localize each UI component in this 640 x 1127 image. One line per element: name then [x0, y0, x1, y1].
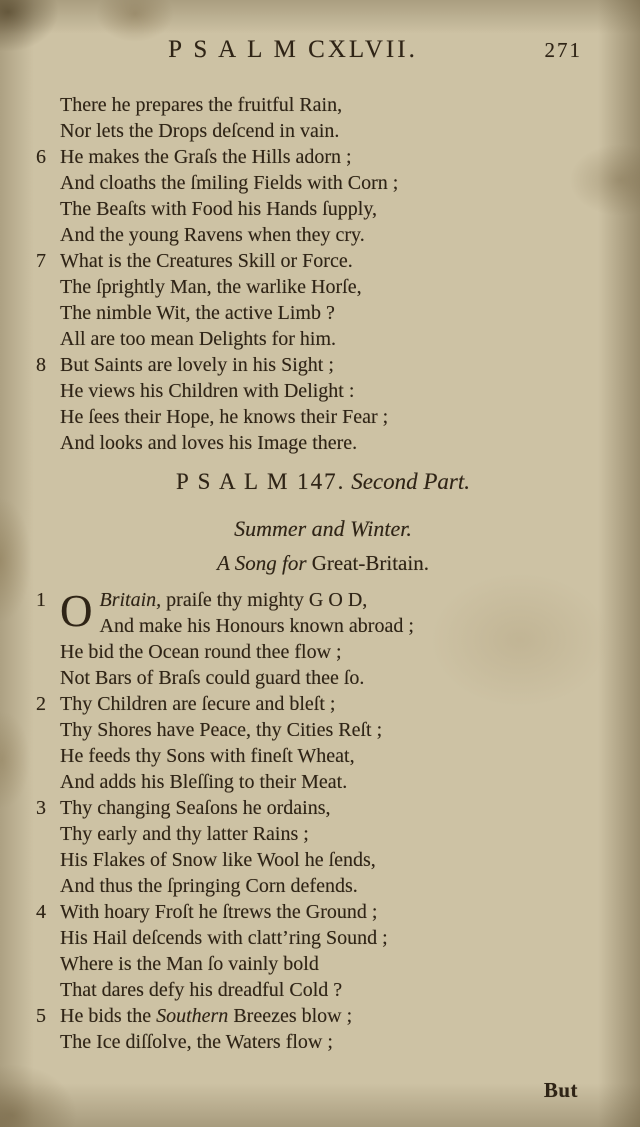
line-text: Southern — [156, 1005, 229, 1027]
psalm-heading-title: P S A L M 147. — [175, 469, 346, 494]
verse-line — [36, 196, 610, 222]
verse-line — [36, 639, 610, 665]
verse-line — [36, 430, 610, 456]
verse-line — [36, 92, 610, 118]
verse-line — [36, 1003, 610, 1029]
line-text: But Saints are lovely in his Sight ; — [60, 354, 334, 376]
verse-line — [36, 977, 610, 1003]
psalm-heading-part: Second Part. — [351, 469, 470, 494]
verse-line — [36, 1029, 610, 1055]
line-text: And make his Honours known abroad ; — [99, 615, 414, 637]
verse-line — [36, 300, 610, 326]
verse-1-opening — [36, 587, 610, 639]
line-text: Breezes blow ; — [228, 1005, 353, 1027]
verse-line — [36, 326, 610, 352]
line-text: The ſprightly Man, the warlike Horſe, — [60, 276, 362, 298]
line-text: He bids the — [60, 1005, 157, 1027]
dedication-italic-text: A Song for — [217, 551, 307, 575]
psalm-147-first-part-lines — [36, 92, 610, 456]
verse-number: 2 — [36, 693, 46, 715]
verse-line — [60, 613, 610, 639]
line-text: All are too mean Delights for him. — [60, 328, 337, 350]
line-text: And thus the ſpringing Corn defends. — [60, 875, 358, 897]
line-text: He bid the Ocean round thee flow ; — [60, 641, 342, 663]
line-text: The Ice diſſolve, the Waters flow ; — [60, 1031, 333, 1053]
line-text: What is the Creatures Skill or Force. — [60, 250, 353, 272]
psalm-heading — [36, 469, 610, 495]
psalm-subtitle: Summer and Winter. — [234, 516, 412, 541]
verse-line — [36, 795, 610, 821]
page-header — [36, 36, 610, 68]
line-text: He ſees their Hope, he knows their Fear ; — [60, 406, 389, 428]
page-header-title: P S A L M CXLVII. — [168, 36, 418, 63]
line-text: And cloaths the ſmiling Fields with Corn ; — [60, 172, 399, 194]
line-text: Thy Children are ſecure and bleſt ; — [60, 693, 336, 715]
verse-line — [36, 144, 610, 170]
verse-line — [36, 847, 610, 873]
verse-line — [36, 717, 610, 743]
verse-number: 7 — [36, 250, 46, 272]
line-text: Where is the Man ſo vainly bold — [60, 953, 319, 975]
verse-line — [36, 222, 610, 248]
line-text: praiſe thy mighty G O D, — [161, 589, 368, 611]
line-text: He feeds thy Sons with fineſt Wheat, — [60, 745, 355, 767]
line-text: Thy Shores have Peace, thy Cities Reſt ; — [60, 719, 383, 741]
verse-line — [36, 769, 610, 795]
verse-line — [36, 691, 610, 717]
verse-number: 1 — [36, 589, 46, 611]
verse-number: 6 — [36, 146, 46, 168]
verse-line — [36, 352, 610, 378]
line-text: Thy changing Seaſons he ordains, — [60, 797, 331, 819]
dedication-roman-text: Great-Britain. — [311, 551, 429, 575]
line-text: Britain, — [99, 589, 162, 611]
verse-line — [36, 274, 610, 300]
verse-line — [36, 925, 610, 951]
line-text: His Hail deſcends with clatt’ring Sound ; — [60, 927, 388, 949]
line-text: And adds his Bleſſing to their Meat. — [60, 771, 348, 793]
line-text: His Flakes of Snow like Wool he ſends, — [60, 849, 376, 871]
verse-line — [36, 170, 610, 196]
line-text: He views his Children with Delight : — [60, 380, 355, 402]
verse-line — [36, 899, 610, 925]
verse-line — [36, 404, 610, 430]
line-text: Nor lets the Drops deſcend in vain. — [60, 120, 340, 142]
verse-line — [36, 873, 610, 899]
page-number: 271 — [544, 38, 582, 62]
verse-number: 4 — [36, 901, 46, 923]
verse-line — [36, 743, 610, 769]
verse-line — [36, 118, 610, 144]
line-text: That dares defy his dreadful Cold ? — [60, 979, 343, 1001]
verse-number: 3 — [36, 797, 46, 819]
line-text: Not Bars of Braſs could guard thee ſo. — [60, 667, 365, 689]
line-text: Thy early and thy latter Rains ; — [60, 823, 309, 845]
verse-line — [60, 587, 610, 613]
verse-number: 8 — [36, 354, 46, 376]
drop-cap: O — [60, 586, 93, 636]
catchword: But — [543, 1078, 578, 1102]
line-text: He makes the Graſs the Hills adorn ; — [60, 146, 352, 168]
verse-line — [36, 378, 610, 404]
line-text: The Beaſts with Food his Hands ſupply, — [60, 198, 378, 220]
line-text: With hoary Froſt he ſtrews the Ground ; — [60, 901, 378, 923]
verse-line — [36, 665, 610, 691]
line-text: The nimble Wit, the active Limb ? — [60, 302, 335, 324]
psalm-147-second-part-lines — [36, 639, 610, 1055]
verse-line — [36, 248, 610, 274]
verse-number: 5 — [36, 1005, 46, 1027]
line-text: And looks and loves his Image there. — [60, 432, 358, 454]
verse-line — [36, 951, 610, 977]
psalm-dedication — [36, 551, 610, 576]
line-text: There he prepares the fruitful Rain, — [60, 94, 343, 116]
verse-line — [36, 821, 610, 847]
line-text: And the young Ravens when they cry. — [60, 224, 365, 246]
